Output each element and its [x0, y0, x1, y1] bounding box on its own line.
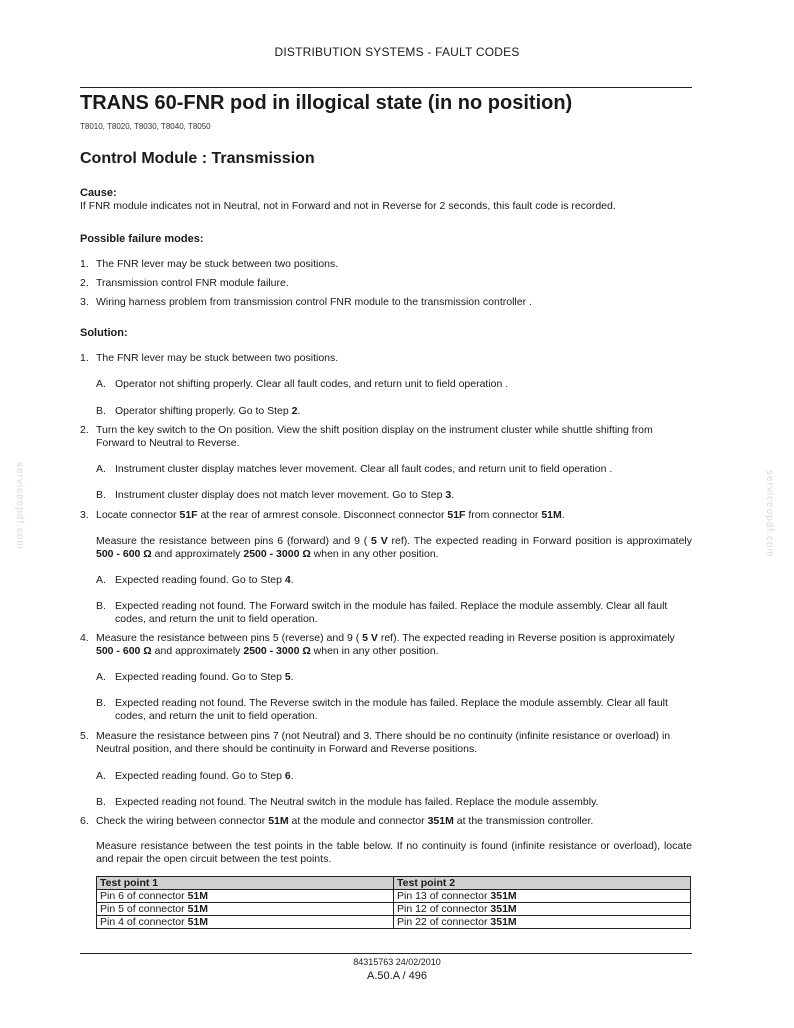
- model-list: T8010, T8020, T8030, T8040, T8050: [80, 122, 211, 131]
- solution-step-4: Measure the resistance between pins 5 (reverse) and 9 ( 5 V ref). The expected reading in Reverse position is approximately 500 - 600 Ω and approximately 2500 - 3000 Ω when in any other position.: [96, 632, 675, 657]
- watermark-left: serviceopdf.com: [14, 462, 25, 550]
- document-number: 84315763 24/02/2010: [353, 957, 441, 967]
- failure-mode-item: Wiring harness problem from transmission control FNR module to the transmission controller .: [96, 296, 532, 308]
- list-number: 1.: [80, 258, 89, 270]
- solution-step-3: Locate connector 51F at the rear of armrest console. Disconnect connector 51F from connector 51M.: [96, 509, 565, 521]
- list-number: 3.: [80, 296, 89, 308]
- solution-step-6: Check the wiring between connector 51M at the module and connector 351M at the transmission controller.: [96, 815, 594, 827]
- watermark-right: serviceopdf.com: [764, 470, 775, 558]
- list-number: 1.: [80, 352, 89, 364]
- step-3-measure-text: Measure the resistance between pins 6 (forward) and 9 ( 5 V ref). The expected reading in Forward position is approximately 500 - 600 Ω and approximately 2500 - 3000 Ω when in any other position.: [96, 535, 692, 560]
- solution-step-5: Measure the resistance between pins 7 (not Neutral) and 3. There should be no continuity (infinite resistance or overload) in Neutral position, and there should be continuity in Forward and Reverse positions.: [96, 730, 671, 755]
- list-number: 4.: [80, 632, 89, 644]
- table-cell: Pin 13 of connector 351M: [394, 890, 691, 903]
- control-module-heading: Control Module : Transmission: [80, 150, 315, 167]
- failure-modes-label: Possible failure modes:: [80, 233, 204, 245]
- failure-mode-item: Transmission control FNR module failure.: [96, 277, 289, 289]
- page-title: TRANS 60-FNR pod in illogical state (in no position): [80, 92, 573, 114]
- solution-step-1: The FNR lever may be stuck between two positions.: [96, 352, 339, 364]
- table-row: [97, 916, 691, 929]
- table-cell: Pin 6 of connector 51M: [97, 890, 394, 903]
- page-number: A.50.A / 496: [367, 970, 427, 982]
- solution-label: Solution:: [80, 327, 128, 339]
- solution-step-2: Turn the key switch to the On position. View the shift position display on the instrument cluster while shuttle shifting from Forward to Neutral to Reverse.: [96, 424, 653, 449]
- list-number: 5.: [80, 730, 89, 742]
- cause-text: If FNR module indicates not in Neutral, not in Forward and not in Reverse for 2 seconds, this fault code is recorded.: [80, 200, 616, 212]
- footer-rule: [80, 953, 692, 954]
- table-row: [97, 890, 691, 903]
- failure-mode-item: The FNR lever may be stuck between two positions.: [96, 258, 339, 270]
- table-header-cell: Test point 1: [97, 877, 394, 890]
- cause-label: Cause:: [80, 187, 117, 199]
- list-number: 2.: [80, 277, 89, 289]
- table-cell: Pin 22 of connector 351M: [394, 916, 691, 929]
- table-cell: Pin 5 of connector 51M: [97, 903, 394, 916]
- table-header-cell: Test point 2: [394, 877, 691, 890]
- table-cell: Pin 12 of connector 351M: [394, 903, 691, 916]
- list-number: 3.: [80, 509, 89, 521]
- list-number: 2.: [80, 424, 89, 436]
- test-point-table: [96, 876, 691, 929]
- table-row: [97, 903, 691, 916]
- list-number: 6.: [80, 815, 89, 827]
- table-cell: Pin 4 of connector 51M: [97, 916, 394, 929]
- section-header: DISTRIBUTION SYSTEMS - FAULT CODES: [274, 45, 520, 59]
- table-header-row: [97, 877, 691, 890]
- step-6-measure-text: Measure resistance between the test points in the table below. If no continuity is found (infinite resistance or overload), locate and repair the open circuit between the test points.: [96, 840, 692, 865]
- header-rule: [80, 87, 692, 88]
